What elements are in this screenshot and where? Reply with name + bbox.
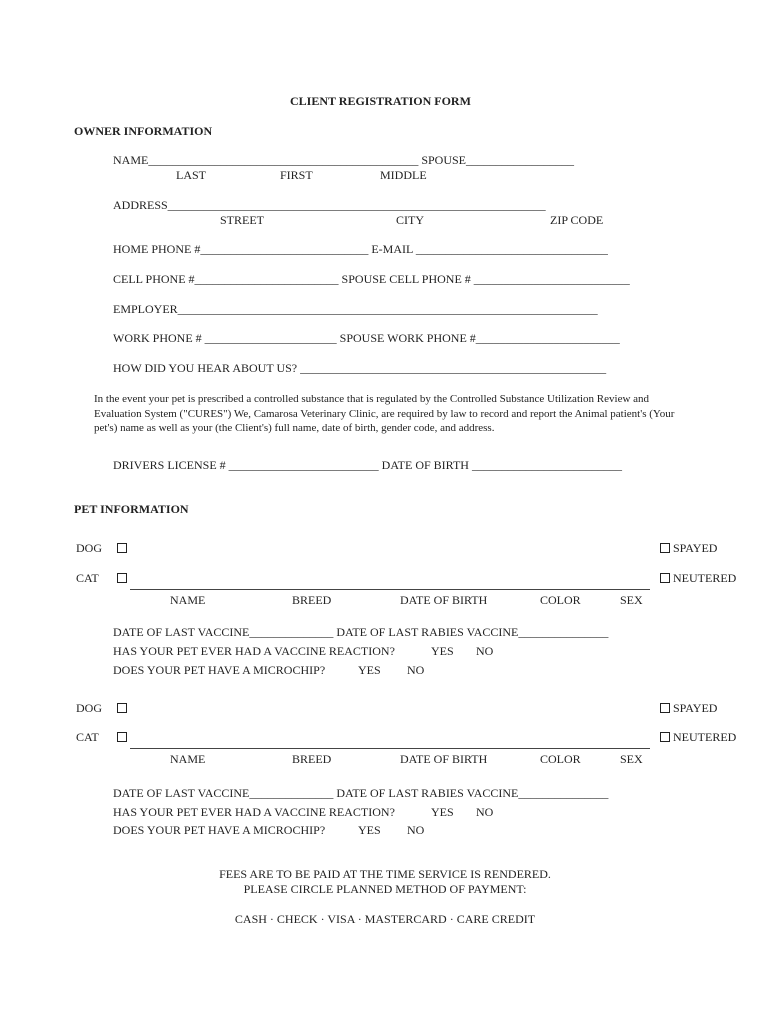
pet2-reaction-question: HAS YOUR PET EVER HAD A VACCINE REACTION? (113, 805, 395, 819)
pet1-col-name: NAME (170, 593, 206, 607)
address-sub-street: STREET (220, 213, 264, 227)
pet1-neutered-checkbox[interactable] (660, 573, 670, 583)
pet2-col-name: NAME (170, 752, 206, 766)
pet2-dog-label: DOG (76, 701, 102, 715)
pet2-spayed-checkbox[interactable] (660, 703, 670, 713)
pet1-vaccine-field[interactable]: DATE OF LAST VACCINE______________ DATE OF LAST RABIES VACCINE_______________ (113, 625, 609, 639)
pet-heading: PET INFORMATION (74, 502, 189, 516)
pet1-microchip-no[interactable]: NO (407, 663, 425, 677)
owner-heading: OWNER INFORMATION (74, 124, 213, 138)
license-field[interactable]: DRIVERS LICENSE # _________________________ DATE OF BIRTH _________________________ (113, 458, 622, 472)
employer-field[interactable]: EMPLOYER______________________________________________________________________ (113, 302, 598, 316)
pet1-spayed-checkbox[interactable] (660, 543, 670, 553)
pet2-col-color: COLOR (540, 752, 581, 766)
pet2-microchip-question: DOES YOUR PET HAVE A MICROCHIP? (113, 823, 326, 837)
pet2-neutered-checkbox[interactable] (660, 732, 670, 742)
pet1-col-dob: DATE OF BIRTH (400, 593, 488, 607)
pet1-neutered-label: NEUTERED (673, 571, 737, 585)
name-field[interactable]: NAME_____________________________________________ SPOUSE__________________ (113, 153, 575, 167)
pet2-vaccine-field[interactable]: DATE OF LAST VACCINE______________ DATE OF LAST RABIES VACCINE_______________ (113, 786, 609, 800)
pet1-cat-label: CAT (76, 571, 99, 585)
pet1-col-color: COLOR (540, 593, 581, 607)
pet2-col-breed: BREED (292, 752, 332, 766)
name-sub-first: FIRST (280, 168, 313, 182)
name-sub-middle: MIDDLE (380, 168, 427, 182)
pet1-dog-checkbox[interactable] (117, 543, 127, 553)
cures-notice: In the event your pet is prescribed a controlled substance that is regulated by the Controlled Substance Utilization Review and Evaluation System ("CURES") We, Camarosa Veterinary Clinic, are required by law to record and report the Animal patient's (Your pet's) name as well as your (the Client's) full name, date of birth, gender code, and address. (94, 393, 675, 434)
pet1-cat-checkbox[interactable] (117, 573, 127, 583)
pet2-reaction-yes[interactable]: YES (431, 805, 454, 819)
home-phone-field[interactable]: HOME PHONE #____________________________ E-MAIL ________________________________ (113, 242, 608, 256)
pet2-details-line[interactable] (130, 748, 650, 749)
pet1-reaction-question: HAS YOUR PET EVER HAD A VACCINE REACTION? (113, 644, 395, 658)
address-sub-zip: ZIP CODE (550, 213, 604, 227)
pet1-col-sex: SEX (620, 593, 643, 607)
pet1-spayed-label: SPAYED (673, 541, 718, 555)
payment-instruction: PLEASE CIRCLE PLANNED METHOD OF PAYMENT: (243, 882, 527, 896)
pet1-microchip-yes[interactable]: YES (358, 663, 381, 677)
pet1-details-line[interactable] (130, 589, 650, 590)
payment-methods[interactable]: CASH · CHECK · VISA · MASTERCARD · CARE CREDIT (234, 912, 536, 926)
fees-notice: FEES ARE TO BE PAID AT THE TIME SERVICE IS RENDERED. (219, 867, 551, 881)
hear-about-field[interactable]: HOW DID YOU HEAR ABOUT US? ___________________________________________________ (113, 361, 607, 375)
pet1-microchip-question: DOES YOUR PET HAVE A MICROCHIP? (113, 663, 326, 677)
work-phone-field[interactable]: WORK PHONE # ______________________ SPOUSE WORK PHONE #________________________ (113, 331, 620, 345)
pet2-neutered-label: NEUTERED (673, 730, 737, 744)
pet1-reaction-yes[interactable]: YES (431, 644, 454, 658)
pet2-microchip-yes[interactable]: YES (358, 823, 381, 837)
pet2-dog-checkbox[interactable] (117, 703, 127, 713)
pet2-microchip-no[interactable]: NO (407, 823, 425, 837)
pet2-reaction-no[interactable]: NO (476, 805, 494, 819)
pet2-col-sex: SEX (620, 752, 643, 766)
pet2-spayed-label: SPAYED (673, 701, 718, 715)
form-title: CLIENT REGISTRATION FORM (290, 94, 471, 108)
pet2-cat-label: CAT (76, 730, 99, 744)
name-sub-last: LAST (176, 168, 206, 182)
cell-phone-field[interactable]: CELL PHONE #________________________ SPOUSE CELL PHONE # __________________________ (113, 272, 630, 286)
pet2-col-dob: DATE OF BIRTH (400, 752, 488, 766)
pet2-cat-checkbox[interactable] (117, 732, 127, 742)
address-sub-city: CITY (396, 213, 424, 227)
pet1-dog-label: DOG (76, 541, 102, 555)
pet1-col-breed: BREED (292, 593, 332, 607)
pet1-reaction-no[interactable]: NO (476, 644, 494, 658)
address-field[interactable]: ADDRESS_______________________________________________________________ (113, 198, 546, 212)
